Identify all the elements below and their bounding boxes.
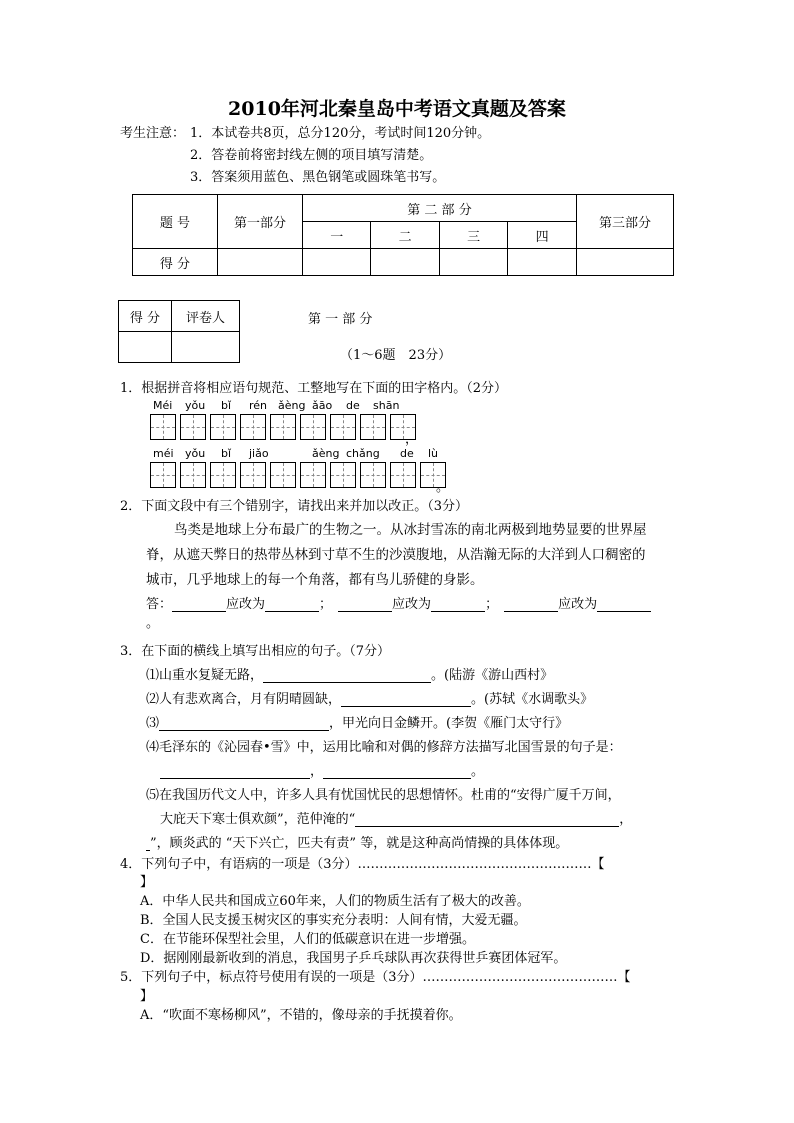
q3-s5c bbox=[146, 832, 568, 851]
q3-s5c-text: ”，顾炎武的 “天下兴亡，匹夫有责” 等，就是这种高尚情操的具体体现。 bbox=[150, 836, 569, 851]
tianzige-cell[interactable] bbox=[210, 414, 236, 440]
q3-s2-text: ⑵人有悲欢离合，月有阴晴圆缺， bbox=[146, 692, 342, 707]
q4-text: 4．下列句子中，有语病的一项是（3分） bbox=[120, 857, 358, 872]
answer-blank[interactable] bbox=[172, 611, 226, 612]
q1-pinyin: de bbox=[346, 399, 360, 412]
notice-label: 考生注意： bbox=[120, 126, 186, 141]
q2-should-be: 应改为 bbox=[226, 597, 266, 612]
q1-pinyin: ǎèng bbox=[312, 447, 340, 460]
q1-pinyin: ǎèng bbox=[278, 399, 306, 412]
q1-writing-grid-row1 bbox=[150, 414, 416, 440]
q3-s2-source: 。(苏轼《水调歌头》 bbox=[471, 692, 594, 707]
grader-score-label: 得 分 bbox=[119, 301, 172, 332]
q3-s4-sep: ， bbox=[310, 764, 324, 779]
answer-blank[interactable] bbox=[504, 611, 558, 612]
answer-blank[interactable] bbox=[160, 778, 310, 779]
q3-s5b bbox=[160, 808, 632, 827]
q1-pinyin: rén bbox=[249, 399, 268, 412]
grader-score-cell[interactable] bbox=[119, 332, 172, 363]
q4-option-d[interactable]: D．据刚刚最新收到的消息，我国男子乒乓球队再次获得世乒赛团体冠军。 bbox=[140, 951, 567, 966]
q1-pinyin: yǒu bbox=[185, 399, 206, 412]
score-cell[interactable] bbox=[577, 249, 674, 276]
q4-option-c[interactable]: C．在节能环保型社会里，人们的低碳意识在进一步增强。 bbox=[140, 932, 475, 947]
q3-s4-answer bbox=[160, 760, 484, 779]
q2-para-line-2: 脊，从遮天弊日的热带丛林到寸草不生的沙漠腹地，从浩瀚无际的大洋到人口稠密的 bbox=[146, 547, 646, 563]
tianzige-cell[interactable] bbox=[240, 414, 266, 440]
score-cell[interactable] bbox=[303, 249, 371, 276]
q3-s5b-text: 大庇天下寒士俱欢颜”，范仲淹的“ bbox=[160, 812, 356, 827]
tianzige-cell[interactable] bbox=[180, 462, 206, 488]
q3-s1 bbox=[146, 664, 553, 683]
q5-bracket-close: 】 bbox=[140, 989, 154, 1004]
q2-end: 。 bbox=[146, 616, 160, 631]
q1-text: 1．根据拼音将相应语句规范、工整地写在下面的田字格内。（2分） bbox=[120, 381, 508, 396]
q1-pinyin: chǎng bbox=[346, 447, 380, 460]
tianzige-cell[interactable] bbox=[180, 414, 206, 440]
grader-name-cell[interactable] bbox=[171, 332, 239, 363]
score-table-part1: 第一部分 bbox=[218, 195, 303, 249]
q3-s3 bbox=[146, 712, 568, 731]
q2-answer-line bbox=[146, 593, 651, 612]
q1-writing-grid-row2 bbox=[150, 462, 446, 488]
score-cell[interactable] bbox=[371, 249, 439, 276]
q5-dots: ………………………………………【 bbox=[422, 970, 631, 985]
score-table-sub-1: 一 bbox=[303, 222, 371, 249]
answer-blank[interactable] bbox=[355, 826, 619, 827]
page-title: 2010年河北秦皇岛中考语文真题及答案 bbox=[228, 98, 566, 120]
q3-s3-label: ⑶ bbox=[146, 716, 160, 731]
q2-should-be: 应改为 bbox=[558, 597, 598, 612]
score-cell[interactable] bbox=[439, 249, 507, 276]
q3-s1-source: 。(陆游《游山西村》 bbox=[431, 668, 554, 683]
q1-pinyin: ǎāo bbox=[312, 399, 333, 412]
q1-pinyin: lù bbox=[428, 447, 439, 460]
notice-item-3: 3．答案须用蓝色、黑色钢笔或圆珠笔书写。 bbox=[190, 170, 446, 185]
q1-pinyin: bǐ bbox=[221, 447, 232, 460]
q3-s3-text: ，甲光向日金鳞开。(李贺《雁门太守行》 bbox=[329, 716, 569, 731]
q2-sep: ； bbox=[485, 597, 499, 612]
score-row-label: 得 分 bbox=[133, 249, 218, 276]
tianzige-cell[interactable] bbox=[150, 414, 176, 440]
q2-answer-label: 答： bbox=[146, 597, 173, 612]
tianzige-cell[interactable] bbox=[270, 462, 296, 488]
q2-text: 2．下面文段中有三个错别字，请找出来并加以改正。（3分） bbox=[120, 499, 469, 514]
q1-pinyin: jiǎo bbox=[249, 447, 269, 460]
tianzige-cell[interactable] bbox=[210, 462, 236, 488]
q3-s4: ⑷毛泽东的《沁园春•雪》中，运用比喻和对偶的修辞方法描写北国雪景的句子是： bbox=[146, 740, 622, 755]
score-table bbox=[132, 194, 674, 276]
answer-blank[interactable] bbox=[338, 611, 392, 612]
q4-option-a[interactable]: A．中华人民共和国成立60年来，人们的物质生活有了极大的改善。 bbox=[140, 894, 530, 909]
q1-pinyin: shān bbox=[373, 399, 400, 412]
answer-blank[interactable] bbox=[341, 706, 471, 707]
score-table-sub-4: 四 bbox=[508, 222, 577, 249]
q3-s5b-end: ， bbox=[619, 812, 633, 827]
score-table-sub-3: 三 bbox=[439, 222, 507, 249]
tianzige-cell[interactable] bbox=[360, 462, 386, 488]
q5-option-a[interactable]: A．“吹面不寒杨柳风”，不错的，像母亲的手抚摸着你。 bbox=[140, 1008, 462, 1023]
score-cell[interactable] bbox=[508, 249, 577, 276]
notice-item-1: 1．本试卷共8页，总分120分，考试时间120分钟。 bbox=[190, 126, 491, 141]
q3-s4-end: 。 bbox=[471, 764, 485, 779]
answer-blank[interactable] bbox=[597, 611, 651, 612]
score-cell[interactable] bbox=[218, 249, 303, 276]
section1-heading: 第 一 部 分 bbox=[308, 312, 373, 327]
q1-pinyin: de bbox=[400, 447, 414, 460]
q2-para-line-1: 鸟类是地球上分布最广的生物之一。从冰封雪冻的南北两极到地势显要的世界屋 bbox=[174, 522, 647, 538]
q4-line bbox=[120, 853, 605, 872]
grader-table bbox=[118, 300, 240, 363]
q1-pinyin: bǐ bbox=[221, 399, 232, 412]
tianzige-cell[interactable] bbox=[300, 462, 326, 488]
section1-sub: （1～6题 23分） bbox=[340, 348, 452, 363]
grader-label: 评卷人 bbox=[171, 301, 239, 332]
q3-s5a: ⑸在我国历代文人中，许多人具有忧国忧民的思想情怀。杜甫的“安得广厦千万间， bbox=[146, 788, 621, 803]
score-table-header: 题 号 bbox=[133, 195, 218, 249]
q2-sep: ； bbox=[319, 597, 333, 612]
tianzige-cell[interactable] bbox=[240, 462, 266, 488]
notice-item-2: 2．答卷前将密封线左侧的项目填写清楚。 bbox=[190, 148, 433, 163]
q4-dots: ………………………………………………【 bbox=[357, 857, 605, 872]
q5-text: 5．下列句子中，标点符号使用有误的一项是（3分） bbox=[120, 970, 423, 985]
tianzige-cell[interactable] bbox=[150, 462, 176, 488]
tianzige-cell[interactable] bbox=[360, 414, 386, 440]
score-table-part3: 第三部分 bbox=[577, 195, 674, 249]
answer-blank[interactable] bbox=[263, 682, 431, 683]
q1-pinyin: méi bbox=[153, 447, 174, 460]
q4-bracket-close: 】 bbox=[140, 875, 154, 890]
q2-should-be: 应改为 bbox=[392, 597, 432, 612]
q3-s1-text: ⑴山重水复疑无路， bbox=[146, 668, 264, 683]
score-table-sub-2: 二 bbox=[371, 222, 439, 249]
q5-line bbox=[120, 966, 631, 985]
q2-para-line-3: 城市，几乎地球上的每一个角落，都有鸟儿骄健的身影。 bbox=[146, 572, 484, 588]
answer-blank[interactable] bbox=[323, 778, 471, 779]
q3-s2 bbox=[146, 688, 593, 707]
score-table-part2: 第 二 部 分 bbox=[303, 195, 577, 222]
tianzige-cell[interactable] bbox=[300, 414, 326, 440]
answer-blank[interactable] bbox=[159, 730, 329, 731]
q1-pinyin: Méi bbox=[153, 399, 173, 412]
q4-option-b[interactable]: B．全国人民支援玉树灾区的事实充分表明：人间有情，大爱无疆。 bbox=[140, 913, 527, 928]
tianzige-cell[interactable] bbox=[270, 414, 296, 440]
q1-period: 。 bbox=[436, 480, 450, 495]
tianzige-cell[interactable] bbox=[330, 462, 356, 488]
q1-pinyin: yǒu bbox=[185, 447, 206, 460]
q1-comma: ， bbox=[405, 432, 419, 447]
tianzige-cell[interactable] bbox=[390, 462, 416, 488]
tianzige-cell[interactable] bbox=[330, 414, 356, 440]
q3-text: 3．在下面的横线上填写出相应的句子。（7分） bbox=[120, 644, 391, 659]
answer-blank[interactable] bbox=[431, 611, 485, 612]
answer-blank[interactable] bbox=[265, 611, 319, 612]
